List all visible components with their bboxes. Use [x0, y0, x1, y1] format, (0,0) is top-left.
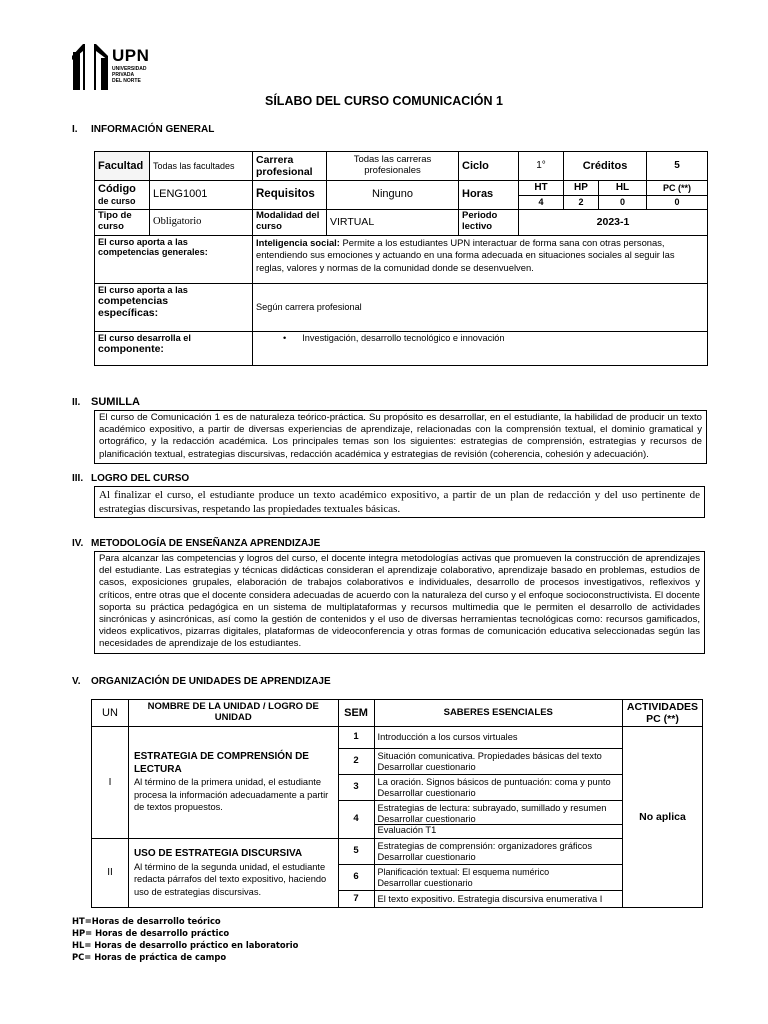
section-2-heading — [72, 396, 140, 408]
footnote-pc: PC= Horas de práctica de campo — [72, 952, 227, 962]
hl-value: 0 — [599, 195, 647, 209]
codigo-value: LENG1001 — [150, 181, 253, 210]
codigo-label-line-2: de curso — [98, 195, 136, 206]
creditos-value: 5 — [647, 152, 708, 181]
units-header-actividades: ACTIVIDADES PC (**) — [622, 700, 702, 727]
week-1-line-1: Introducción a los cursos virtuales — [377, 732, 518, 743]
codigo-label — [95, 181, 150, 210]
competencias-especificas-label-2: competencias específicas: — [98, 295, 169, 320]
week-6-line-2: Desarrollar cuestionario — [377, 877, 473, 888]
week-1-sem: 1 — [338, 727, 374, 749]
week-3-sem: 3 — [338, 775, 374, 801]
codigo-label-line-1: Código — [98, 183, 136, 196]
week-4-line-1: Estrategias de lectura: subrayado, sumillado y resumen — [377, 802, 607, 813]
units-header-nombre: NOMBRE DE LA UNIDAD / LOGRO DE UNIDAD — [128, 700, 338, 727]
componente-value: Investigación, desarrollo tecnológico e innovación — [302, 332, 505, 343]
section-2-number: II. — [72, 397, 81, 408]
week-2-line-1: Situación comunicativa. Propiedades básicas del texto — [377, 750, 602, 761]
week-6-sem: 6 — [338, 865, 374, 891]
logo-line-2: PRIVADA — [112, 72, 135, 78]
logo-line-3: DEL NORTE — [112, 78, 141, 84]
horas-label: Horas — [459, 181, 519, 210]
facultad-value: Todas las facultades — [150, 152, 253, 181]
competencias-especificas-label — [95, 283, 253, 331]
upn-logo-mark — [72, 44, 110, 90]
week-3-line-1: La oración. Signos básicos de puntuación: coma y punto — [377, 776, 611, 787]
upn-logo — [72, 44, 152, 90]
week-6-line-1: Planificación textual: El esquema numérico — [377, 867, 550, 878]
week-2-sem: 2 — [338, 749, 374, 775]
sumilla-box: El curso de Comunicación 1 es de naturaleza teórico-práctica. Su propósito es desarrollar, en el estudiante, la habilidad de producir un texto académico expositivo, a partir de diversas experiencias de aprendizaje, relacionadas con la comprensión textual, el dominio gramatical y ortográfico, y la redacción académica. Los principales temas son los siguientes: estrategias de comprensión, estrategias y recursos de planificación textual, estrategias discursivas, redacción académica y estrategias de revisión (coherencia, cohesión y adecuación). — [94, 410, 707, 464]
section-3-label: LOGRO DEL CURSO — [91, 473, 190, 484]
pc-value: 0 — [647, 195, 708, 209]
week-7-saberes — [374, 891, 622, 908]
logo-line-1: UNIVERSIDAD — [112, 66, 147, 72]
componente-label — [95, 331, 253, 365]
footnote-ht: HT=Horas de desarrollo teórico — [72, 916, 221, 926]
requisitos-label: Requisitos — [253, 181, 327, 210]
hp-value: 2 — [564, 195, 599, 209]
week-7-line-1: El texto expositivo. Estrategia discursiva enumerativa I — [377, 893, 603, 904]
creditos-label: Créditos — [564, 152, 647, 181]
week-6-saberes — [374, 865, 622, 891]
metodologia-box: Para alcanzar las competencias y logros del curso, el docente integra metodologías activas que promueven la construcción de aprendizajes del estudiante. Las estrategias y técnicas didácticas consideran el aprendizaje colaborativo, aprendizaje basado en problemas, estudios de casos, exposiciones grupales, elaboración de trabajos colaborativos e individuales, desarrollo de procesos investigativos, reflexivos y críticos, entre otras que el docente considera adecuadas de acuerdo con la naturaleza del curso y el enfoque socioconstructivista. El docente soporta su práctica pedagógica en un sistema de multiplataformas y recursos multimedia que le permiten el desarrollo de actividades sincrónicas y asincrónicas, así como la gestión de contenidos y el uso de diversas herramientas tecnológicas como: recursos gamificados, videos explicativos, pizarras digitales, plataformas de videoconferencia y otras formas de comunicación educativa seleccionadas según las necesidades de aprendizaje de los estudiantes. — [94, 551, 705, 654]
ciclo-label: Ciclo — [459, 152, 519, 181]
week-3-line-2: Desarrollar cuestionario — [377, 787, 476, 798]
section-4-label: METODOLOGÍA DE ENSEÑANZA APRENDIZAJE — [91, 538, 321, 549]
tipo-label: Tipo de curso — [95, 209, 150, 235]
units-header-sem: SEM — [338, 700, 374, 727]
section-5-heading — [72, 676, 331, 687]
week-4-line-2: Desarrollar cuestionario — [377, 813, 476, 824]
modalidad-value: VIRTUAL — [327, 209, 459, 235]
periodo-label: Periodo lectivo — [459, 209, 519, 235]
week-5-sem: 5 — [338, 839, 374, 865]
componente-label-1: El curso desarrolla el — [98, 332, 191, 343]
bullet-icon: • — [283, 332, 287, 343]
week-3-saberes — [374, 775, 622, 801]
unit-2-cell — [128, 839, 338, 908]
logo-upn-text: UPN — [112, 46, 150, 65]
unit-1-title: ESTRATEGIA DE COMPRENSIÓN DE LECTURA — [133, 751, 309, 775]
section-1-number: I. — [72, 124, 78, 135]
week-7-sem: 7 — [338, 891, 374, 908]
unit-1-cell — [128, 727, 338, 839]
unit-2-number: II — [92, 839, 129, 908]
competencias-generales-value — [253, 235, 708, 283]
carrera-label: Carrera profesional — [253, 152, 327, 181]
section-1-label: INFORMACIÓN GENERAL — [91, 124, 215, 135]
section-5-label: ORGANIZACIÓN DE UNIDADES DE APRENDIZAJE — [91, 676, 331, 687]
hl-label: HL — [599, 181, 647, 196]
competencias-generales-bold: Inteligencia social: — [256, 236, 340, 248]
week-2-saberes — [374, 749, 622, 775]
section-5-number: V. — [72, 676, 81, 687]
competencias-generales-label: El curso aporta a las competencias generales: — [95, 235, 253, 283]
week-4-sem: 4 — [338, 801, 374, 839]
periodo-value: 2023-1 — [519, 209, 708, 235]
actividades-value: No aplica — [622, 727, 702, 908]
week-4-line-3: Evaluación T1 — [375, 824, 622, 836]
section-4-heading — [72, 538, 320, 549]
week-5-line-2: Desarrollar cuestionario — [377, 851, 476, 862]
unit-1-number: I — [92, 727, 129, 839]
unit-2-title: USO DE ESTRATEGIA DISCURSIVA — [133, 848, 303, 859]
facultad-label: Facultad — [95, 152, 150, 181]
section-4-number: IV. — [72, 538, 84, 549]
units-header-un: UN — [92, 700, 129, 727]
ht-label: HT — [519, 181, 564, 196]
tipo-value: Obligatorio — [150, 209, 253, 235]
unit-1-logro: Al término de la primera unidad, el estudiante procesa la información adecuadamente a partir de textos propuestos. — [133, 777, 329, 813]
footnote-hp: HP= Horas de desarrollo práctico — [72, 928, 230, 938]
units-header-saberes: SABERES ESENCIALES — [374, 700, 622, 727]
hp-label: HP — [564, 181, 599, 196]
week-5-saberes — [374, 839, 622, 865]
week-1-saberes — [374, 727, 622, 749]
general-info-table — [94, 151, 708, 366]
week-4-saberes — [374, 801, 622, 839]
page-title: SÍLABO DEL CURSO COMUNICACIÓN 1 — [265, 94, 503, 108]
section-2-label: SUMILLA — [91, 396, 140, 408]
unit-2-logro: Al término de la segunda unidad, el estudiante redacta párrafos del texto expositivo, haciendo uso de estrategias discursivas. — [133, 861, 327, 897]
week-2-line-2: Desarrollar cuestionario — [377, 761, 476, 772]
ht-value: 4 — [519, 195, 564, 209]
componente-value-cell — [253, 331, 708, 365]
ciclo-value: 1° — [519, 152, 564, 181]
section-3-heading — [72, 473, 189, 484]
requisitos-value: Ninguno — [327, 181, 459, 210]
componente-label-2: componente: — [98, 343, 164, 356]
competencias-especificas-value: Según carrera profesional — [253, 283, 708, 331]
pc-label: PC (**) — [647, 181, 708, 196]
logro-box: Al finalizar el curso, el estudiante produce un texto académico expositivo, a partir de un plan de redacción y del uso pertinente de estrategias discursivas, respetando las propiedades textuales básicas. — [94, 486, 705, 518]
competencias-especificas-label-1: El curso aporta a las — [98, 284, 188, 295]
carrera-value: Todas las carreras profesionales — [327, 152, 459, 181]
section-3-number: III. — [72, 473, 84, 484]
week-5-line-1: Estrategias de comprensión: organizadores gráficos — [377, 840, 592, 851]
competencias-generales-text: Permite a los estudiantes UPN interactuar de forma sana con otras personas, entendiendo sus emociones y actuando en una forma adecuada en situaciones sociales al seguir las reglas, valores y normas de la comunidad donde se desenvuelven. — [256, 236, 675, 273]
units-table — [91, 699, 703, 908]
footnote-hl: HL= Horas de desarrollo práctico en laboratorio — [72, 940, 299, 950]
section-1-heading — [72, 124, 214, 135]
modalidad-label: Modalidad del curso — [253, 209, 327, 235]
